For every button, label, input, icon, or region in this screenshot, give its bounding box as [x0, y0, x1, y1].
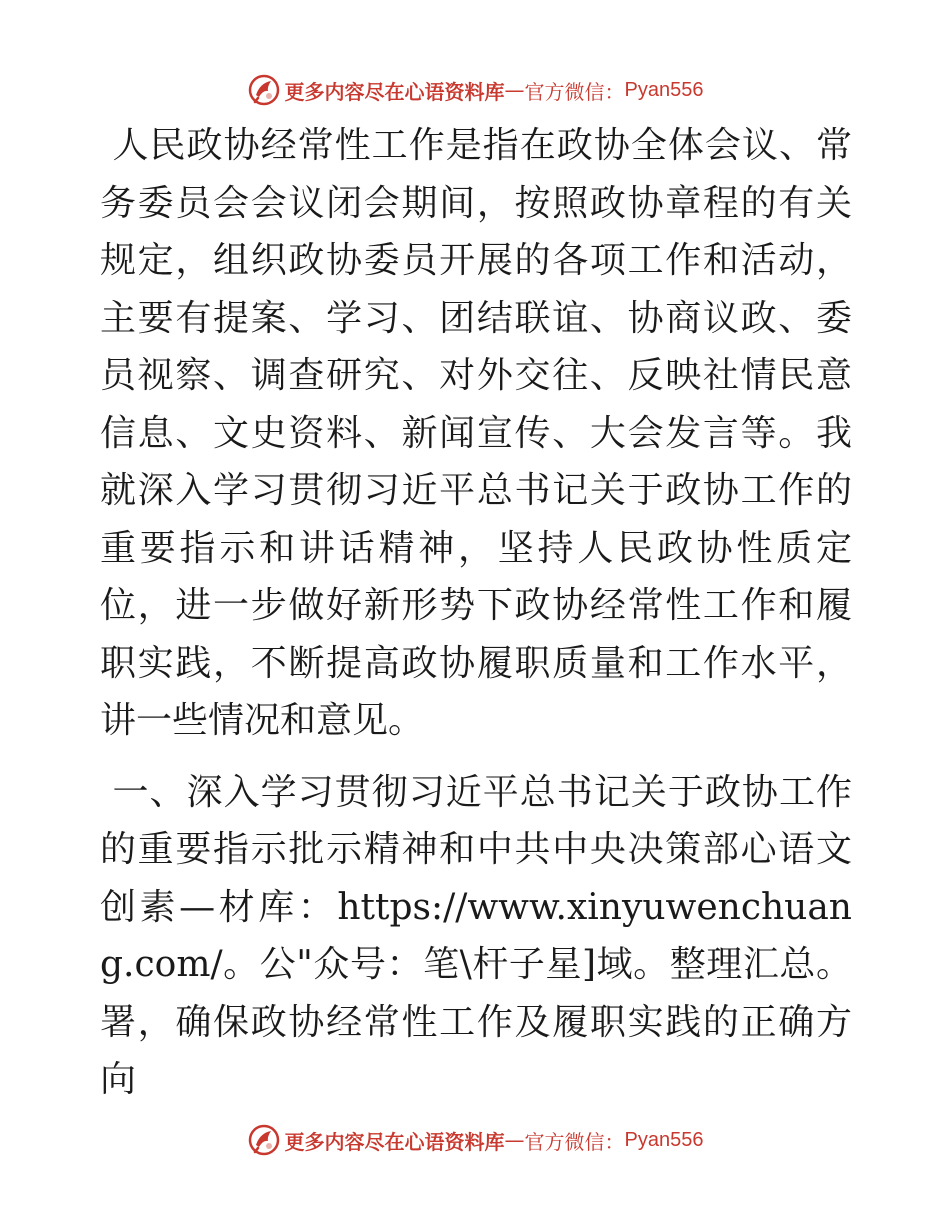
header-official-label: 官方微信：	[524, 79, 625, 104]
paragraph-section-one	[100, 764, 852, 1109]
paragraph-section-one-text: 一、深入学习贯彻习近平总书记关于政协工作的重要指示批示精神和中共中央决策部心语文创素—材库：https://www.xinyuwenchuang.com/。公"众号：笔\杆子星]域。整理汇总。署，确保政协经常性工作及履职实践的正确方向	[100, 771, 852, 1100]
footer-brand-text: 更多内容尽在心语资料库	[284, 1129, 505, 1154]
document-body	[100, 117, 852, 1109]
footer-wechat-id: Pyan556	[624, 1128, 704, 1151]
paragraph-intro	[100, 117, 852, 750]
brand-logo-icon	[247, 73, 281, 107]
footer-banner	[0, 1120, 950, 1160]
brand-logo-icon	[247, 1123, 281, 1157]
header-brand-text: 更多内容尽在心语资料库	[284, 79, 505, 104]
footer-official-label: 官方微信：	[524, 1129, 625, 1154]
header-separator: —	[504, 78, 525, 102]
header-banner	[0, 70, 950, 110]
footer-separator: —	[504, 1128, 525, 1152]
paragraph-intro-text: 人民政协经常性工作是指在政协全体会议、常务委员会会议闭会期间，按照政协章程的有关规定，组织政协委员开展的各项工作和活动，主要有提案、学习、团结联谊、协商议政、委员视察、调查研究、对外交往、反映社情民意信息、文史资料、新闻宣传、大会发言等。我就深入学习贯彻习近平总书记关于政协工作的重要指示和讲话精神，坚持人民政协性质定位，进一步做好新形势下政协经常性工作和履职实践，不断提高政协履职质量和工作水平，讲一些情况和意见。	[100, 125, 852, 741]
header-wechat-id: Pyan556	[624, 78, 704, 101]
